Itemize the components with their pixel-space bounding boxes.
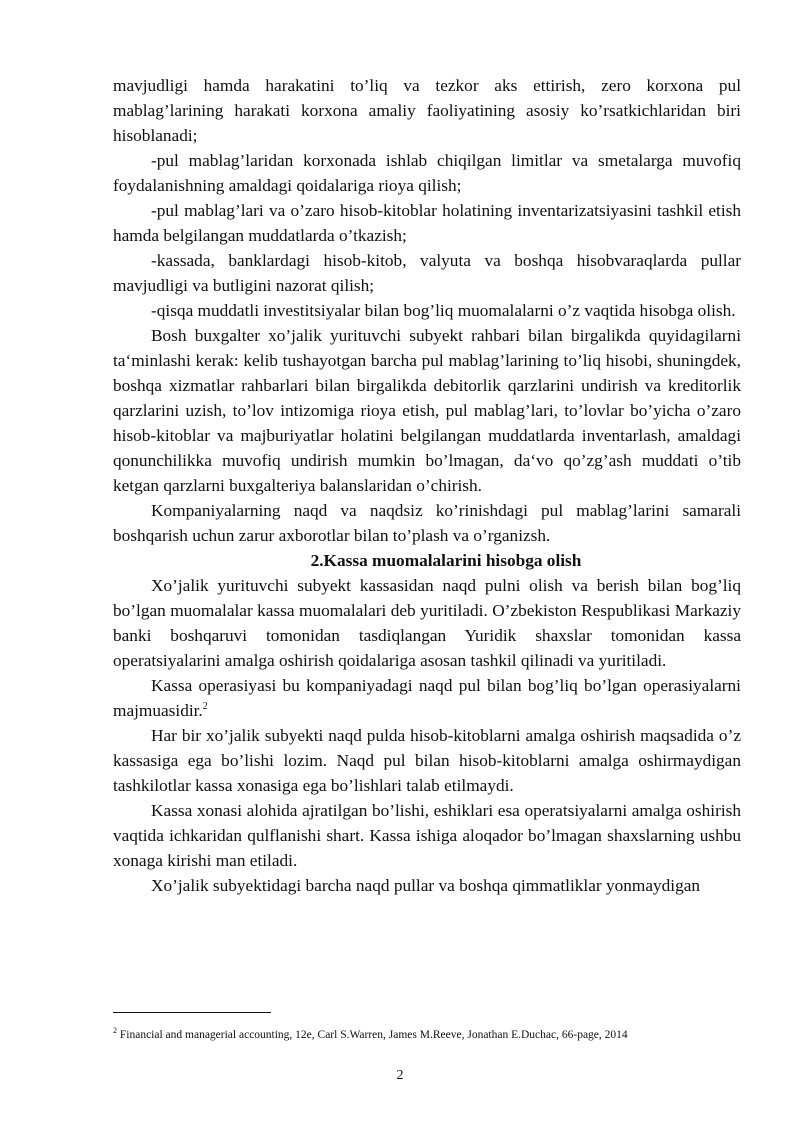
footnote-mark: 2 (113, 1026, 117, 1036)
section-paragraph-5: Xo’jalik subyektidagi barcha naqd pullar va boshqa qimmatliklar yonmaydigan (151, 876, 701, 895)
paragraph-7: Kompaniyalarning naqd va naqdsiz ko’rinishdagi pul mablag’larini samarali boshqarish uchun zarur axborotlar bilan to’plash va o’rganizsh. (113, 501, 741, 545)
section-paragraph-2 (113, 673, 741, 723)
section-paragraph-2-text: Kassa operasiyasi bu kompaniyadagi naqd pul bilan bog’liq bo’lgan operasiyalarni majmuasidir. (113, 676, 741, 720)
footnote-reference[interactable]: 2 (202, 701, 208, 713)
page-number: 2 (396, 1068, 404, 1083)
body-text (113, 73, 741, 898)
section-paragraph-4: Kassa xonasi alohida ajratilgan bo’lishi, eshiklari esa operatsiyalarni amalga oshirish vaqtida ichkaridan qulflanishi shart. Kassa ishiga aloqador bo’lmagan shaxslarning ushbu xonaga kirishi man etiladi. (113, 801, 741, 870)
paragraph-1: mavjudligi hamda harakatini to’liq va tezkor aks ettirish, zero korxona pul mablag’larining harakati korxona amaliy faoliyatining asosiy ko’rsatkichlaridan biri hisoblanadi; (113, 76, 741, 145)
paragraph-6: Bosh buxgalter xo’jalik yurituvchi subyekt rahbari bilan birgalikda quyidagilarni ta‘minlashi kerak: kelib tushayotgan barcha pul mablag’larining to’liq hisobi, shuningdek, boshqa xizmatlar rahbarlari bilan birgalikda debitorlik qarzlarini undirish va kreditorlik qarzlarini uzish, to’lov intizomiga rioya etish, pul mablag’lari, to’lovlar bo’yicha o’zaro hisob-kitoblar va majburiyatlar holatini belgilangan muddatlarda inventarlash, amaldagi qonunchilikka muvofiq undirish mumkin bo’lmagan, da‘vo qo’zg’ash muddati o’tib ketgan qarzlarni buxgalteriya balanslaridan o’chirish. (113, 326, 741, 495)
footnote-divider (113, 1012, 271, 1013)
paragraph-2: -pul mablag’laridan korxonada ishlab chiqilgan limitlar va smetalarga muvofiq foydalanishning amaldagi qoidalariga rioya qilish; (113, 151, 741, 195)
paragraph-3: -pul mablag’lari va o’zaro hisob-kitoblar holatining inventarizatsiyasini tashkil etish hamda belgilangan muddatlarda o’tkazish; (113, 201, 741, 245)
footnote (113, 1028, 741, 1042)
section-paragraph-1: Xo’jalik yurituvchi subyekt kassasidan naqd pulni olish va berish bilan bog’liq bo’lgan muomalalar kassa muomalalari deb yuritiladi. O’zbekiston Respublikasi Markaziy banki boshqaruvi tomonidan tasdiqlangan Yuridik shaxslar tomonidan kassa operatsiyalarini amalga oshirish qoidalariga asosan tashkil qilinadi va yuritiladi. (113, 576, 741, 670)
section-paragraph-3: Har bir xo’jalik subyekti naqd pulda hisob-kitoblarni amalga oshirish maqsadida o’z kassasiga ega bo’lishi lozim. Naqd pul bilan hisob-kitoblarni amalga oshirmaydigan tashkilotlar kassa xonasiga ega bo’lishlari talab etilmaydi. (113, 726, 741, 795)
section-heading: 2.Kassa muomalalarini hisobga olish (310, 551, 582, 570)
paragraph-4: -kassada, banklardagi hisob-kitob, valyuta va boshqa hisobvaraqlarda pullar mavjudligi va butligini nazorat qilish; (113, 251, 741, 295)
paragraph-5: -qisqa muddatli investitsiyalar bilan bog’liq muomalalarni o’z vaqtida hisobga olish. (151, 301, 736, 320)
footnote-text: Financial and managerial accounting, 12e, Carl S.Warren, James M.Reeve, Jonathan E.Duchac, 66-page, 2014 (117, 1029, 628, 1041)
